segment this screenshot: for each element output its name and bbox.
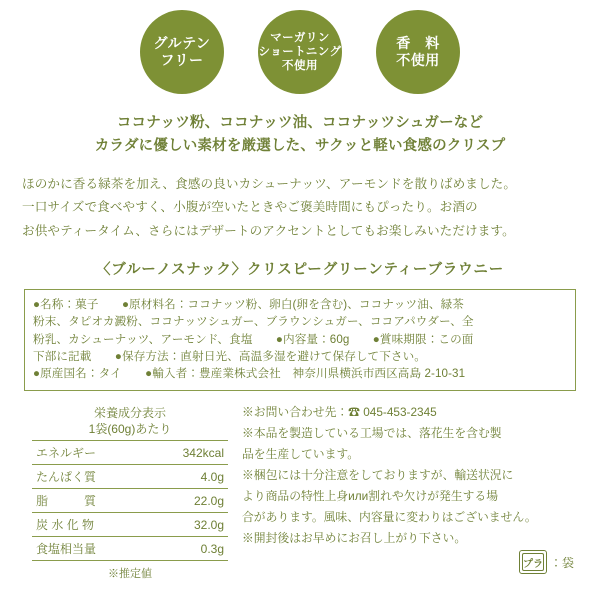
product-title: 〈ブルーノスナック〉クリスピーグリーンティーブラウニー bbox=[95, 261, 505, 278]
badge-line: ショートニング bbox=[258, 45, 342, 58]
nutrition-title-line-1: 栄養成分表示 bbox=[93, 405, 166, 420]
nutrition-label: たんぱく質 bbox=[32, 465, 146, 489]
allergen-note-line-1: ※本品を製造している工場では、落花生を含む製 bbox=[242, 425, 502, 440]
recycle-mark-group bbox=[519, 550, 574, 574]
badge-no-fragrance bbox=[376, 10, 460, 94]
info-line-2: 粉末、タピオカ澱粉、ココナッツシュガー、ブラウンシュガー、ココアパウダー、全 bbox=[33, 315, 474, 329]
info-line-3: 粉乳、カシューナッツ、アーモンド、食塩 ●内容量：60g ●賞味期限：この面 bbox=[33, 332, 474, 346]
nutrition-value: 4.0g bbox=[146, 465, 228, 489]
lead-line-2: カラダに優しい素材を厳選した、サクッと軽い食感のクリスプ bbox=[94, 138, 506, 155]
handling-note-line-3: 合があります。風味、内容量に変わりはございません。 bbox=[242, 510, 537, 525]
table-row bbox=[32, 441, 228, 465]
badge-line: マーガリン bbox=[270, 31, 330, 44]
nutrition-table bbox=[32, 403, 228, 561]
table-row bbox=[32, 513, 228, 537]
nutrition-table-header bbox=[32, 403, 228, 441]
ingredient-info-box bbox=[24, 289, 576, 391]
nutrition-value: 22.0g bbox=[146, 489, 228, 513]
lead-copy bbox=[0, 112, 600, 159]
description-line-1: ほのかに香る緑茶を加え、食感の良いカシューナッツ、アーモンドを散りばめました。 bbox=[22, 176, 517, 191]
table-row bbox=[32, 489, 228, 513]
badge-line: フリー bbox=[160, 52, 204, 68]
info-line-4: 下部に記載 ●保存方法：直射日光、高温多湿を避けて保存して下さい。 bbox=[33, 350, 426, 364]
nutrition-note: ※推定値 bbox=[108, 568, 152, 581]
badge-line: 不使用 bbox=[282, 60, 318, 72]
allergen-note-line-2: 品を生産しています。 bbox=[242, 447, 360, 462]
feature-badges bbox=[0, 0, 600, 94]
notes-section bbox=[236, 403, 576, 551]
description-line-3: お供やティータイム、さらにはデザートのアクセントとしてもお楽しみいただけます。 bbox=[22, 223, 515, 238]
handling-note-line-2: より商品の特性上身или割れや欠けが発生する場 bbox=[242, 489, 499, 504]
contact-note: ※お問い合わせ先：☎ 045-453-2345 bbox=[242, 404, 437, 419]
badge-line: 不使用 bbox=[396, 52, 440, 68]
description-line-2: 一口サイズで食べやすく、小腹が空いたときやご褒美時間にもぴったり。お酒の bbox=[22, 200, 478, 215]
recycle-mark-label: プラ bbox=[522, 558, 543, 570]
handling-note-line-1: ※梱包には十分注意をしておりますが、輸送状況に bbox=[242, 468, 514, 483]
nutrition-label: エネルギー bbox=[32, 441, 146, 465]
recycle-caption: ：袋 bbox=[549, 555, 574, 570]
badge-gluten-free bbox=[140, 10, 224, 94]
info-line-1: ●名称：菓子 ●原材料名：ココナッツ粉、卵白(卵を含む)、ココナッツ油、緑茶 bbox=[33, 297, 464, 311]
nutrition-title-line-2: 1袋(60g)あたり bbox=[88, 422, 172, 436]
lead-line-1: ココナッツ粉、ココナッツ油、ココナッツシュガーなど bbox=[116, 115, 484, 131]
plastic-recycle-icon bbox=[519, 550, 547, 574]
info-line-5: ●原産国名：タイ ●輸入者：豊産業株式会社 神奈川県横浜市西区高島 2-10-31 bbox=[33, 367, 466, 381]
nutrition-title bbox=[32, 403, 228, 441]
storage-note: ※開封後はお早めにお召し上がり下さい。 bbox=[242, 531, 467, 546]
nutrition-value: 32.0g bbox=[146, 513, 228, 537]
badge-line: 香 料 bbox=[396, 34, 440, 51]
nutrition-label: 脂 質 bbox=[32, 489, 146, 513]
nutrition-value: 0.3g bbox=[146, 537, 228, 561]
nutrition-panel bbox=[24, 403, 236, 581]
nutrition-label: 食塩相当量 bbox=[32, 537, 146, 561]
table-row bbox=[32, 537, 228, 561]
nutrition-value: 342kcal bbox=[146, 441, 228, 465]
description-text bbox=[22, 173, 578, 243]
lower-section bbox=[24, 403, 576, 581]
table-row bbox=[32, 465, 228, 489]
badge-line: グルテン bbox=[153, 34, 211, 51]
nutrition-label: 炭 水 化 物 bbox=[32, 513, 146, 537]
badge-no-margarine-shortening bbox=[258, 10, 342, 94]
